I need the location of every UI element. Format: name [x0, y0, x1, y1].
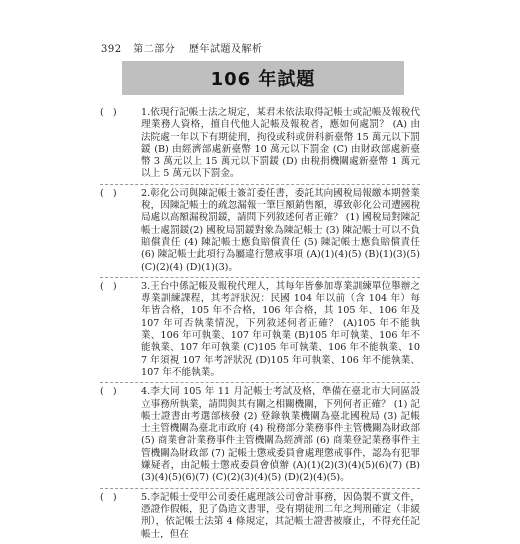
question-number: 3.: [141, 280, 151, 292]
question-list: [100, 107, 420, 544]
question-1: [100, 107, 420, 181]
page-number: 392: [101, 44, 122, 55]
question-3: [100, 281, 420, 379]
question-body: 李大同 105 年 11 月記帳士考試及格，準備在臺北市大同區設立事務所執業，請問與其有關之相關機關，下列何者正確？ (1) 記帳士證書由考選部核發 (2) 登錄執業機關為臺北國稅局 (3) 記帳士主管機關為臺北市政府 (4) 稅務部分業務事件主管機關為財政部 (5) 商業會計業務事件主管機關為經濟部 (6) 商業登記業務事件主管機關為財政部 (7) 記帳士懲戒委員會處理懲戒事件，認為有犯罪嫌疑者，由記帳士懲戒委員會偵辦 (A)(1)(2)(3)(4)(5)(6)(7) (B)(3)(4)(5)(6)(7) (C)(2)(3)(4)(5) (D)(2)(4)(5)。: [141, 386, 420, 484]
question-body: 李記帳士受甲公司委任處理該公司會計事務，因偽製不實文件，憑證作假帳，犯了偽造文書罪，受有期徒刑二年之判刑確定（非緩刑），依記帳士法第 4 條規定，其記帳士證書被廢止，不得充任記帳士，但在: [141, 491, 420, 540]
question-body: 王台中係記帳及報稅代理人，其每年皆參加專業訓練單位舉辦之專業訓練課程，其考評狀況：民國 104 年以前（含 104 年）每年皆合格，105 年不合格，106 年合格，其 105 年、106 年及 107 年可否執業情況，下列敘述何者正確？ (A)105 年不能執業、106 年可執業、107 年可執業 (B)105 年可執業、106 年不能執業、107 年可執業 (C)105 年可執業、106 年不能執業、107 年須視 107 年考評狀況 (D)105 年可執業、106 年不能執業、107 年不能執業。: [141, 280, 420, 378]
question-body: 彰化公司與陳記帳士簽訂委任書，委託其向國稅局報繳本期營業稅，因陳記帳士的疏忽漏報一筆巨額銷售額，導致彰化公司遭國稅局處以高額漏稅罰鍰，請問下列敘述何者正確？ (1) 國稅局對陳記帳士處罰鍰(2) 國稅局罰鍰對象為陳記帳士 (3) 陳記帳士可以不負賠償責任 (4) 陳記帳士應負賠償責任 (5) 陳記帳士應負賠償責任 (6) 陳記帳士此項行為屬違行懲戒事項 (A)(1)(4)(5) (B)(1)(3)(5) (C)(2)(4) (D)(1)(3)。: [141, 187, 420, 273]
answer-slot[interactable]: ( ): [100, 491, 117, 503]
question-2: [100, 188, 420, 274]
question-text: [141, 386, 420, 484]
section-label: 歷年試題及解析: [188, 44, 263, 55]
page-title: 106 年試題: [210, 69, 316, 90]
question-divider: [100, 488, 420, 489]
question-number: 5.: [141, 491, 151, 503]
title-banner: [122, 61, 404, 95]
question-divider: [100, 277, 420, 278]
answer-slot[interactable]: ( ): [100, 386, 117, 398]
running-header: [101, 40, 262, 55]
question-number: 4.: [141, 386, 151, 398]
answer-slot[interactable]: ( ): [100, 187, 117, 199]
question-4: [100, 386, 420, 484]
question-text: [141, 107, 420, 181]
question-divider: [100, 184, 420, 185]
question-text: [141, 188, 420, 274]
question-divider: [100, 382, 420, 383]
part-label: 第二部分: [133, 44, 176, 55]
question-number: 1.: [141, 107, 151, 118]
question-number: 2.: [141, 187, 151, 199]
answer-slot[interactable]: ( ): [100, 107, 117, 118]
answer-slot[interactable]: ( ): [100, 280, 117, 292]
question-text: [141, 281, 420, 379]
question-body: 依現行記帳士法之規定，某君未依法取得記帳士或記帳及報稅代理業務人資格，擅自代他人記帳及報稅者，應如何處罰？ (A) 由法院處一年以下有期徒刑，拘役或科或併科新臺幣 15 萬元以下罰鍰 (B) 由經濟部處新臺幣 10 萬元以下罰金 (C) 由財政部處新臺幣 3 萬元以上 15 萬元以下罰鍰 (D) 由稅捐機關處新臺幣 1 萬元以上 5 萬元以下罰金。: [141, 107, 420, 180]
question-5: [100, 492, 420, 541]
question-text: [141, 492, 420, 541]
